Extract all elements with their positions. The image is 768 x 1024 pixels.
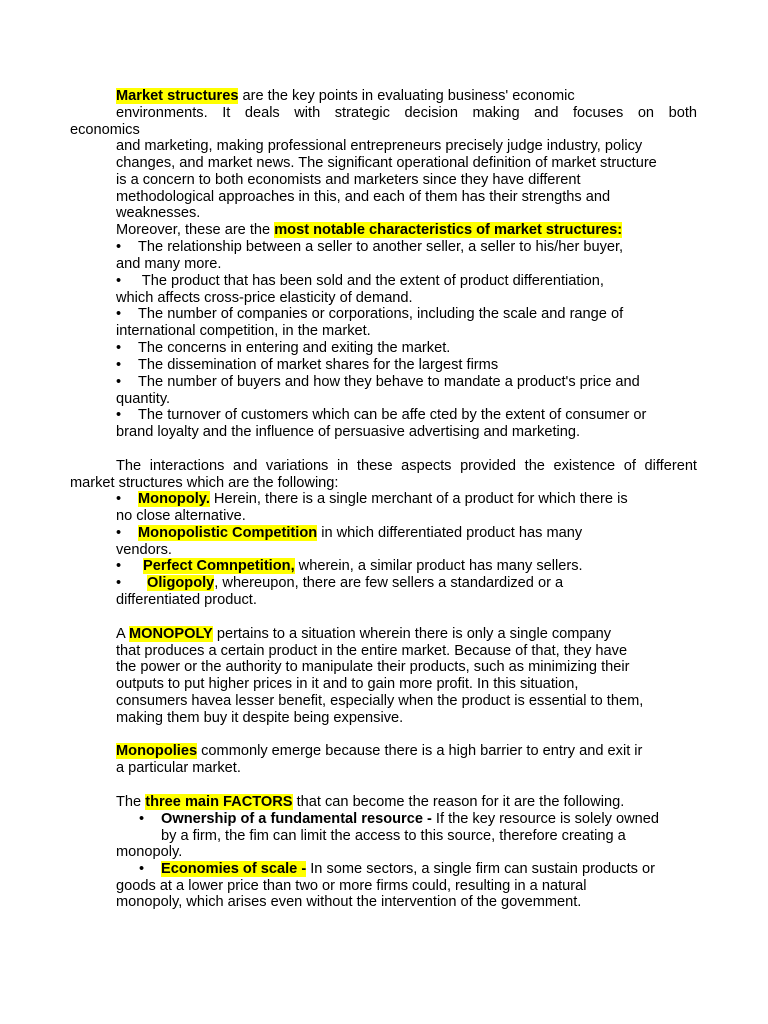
bullet: • [116, 306, 122, 322]
monopoly-line-2: that produces a certain product in the entire market. Because of that, they have [116, 643, 628, 659]
characteristic-item-cont: which affects cross-price elasticity of demand. [116, 290, 413, 306]
characteristic-item-cont: quantity. [116, 391, 171, 407]
highlight-economies: Economies of scale - [161, 861, 307, 877]
intro-line-2: environments. It deals with strategic decision making and focuses on both [116, 105, 697, 121]
factor-item-economies: • Economies of scale - In some sectors, a single firm can sustain products or [139, 861, 655, 877]
characteristic-item: • The relationship between a seller to another seller, a seller to his/her buyer, [116, 239, 624, 255]
highlight-factors: three main FACTORS [145, 794, 293, 810]
characteristic-item: • The turnover of customers which can be affe cted by the extent of consumer or [116, 407, 647, 423]
highlight-perfect: Perfect Comnpetition, [143, 558, 295, 574]
bullet: • [116, 273, 122, 289]
monopoly-line-5: consumers havea lesser benefit, especially when the product is essential to them, [116, 693, 644, 709]
bullet: • [116, 525, 122, 541]
type-item-monopoly: • Monopoly. Herein, there is a single merchant of a product for which there is [116, 491, 628, 507]
factor-item-ownership: • Ownership of a fundamental resource - If the key resource is solely owned [139, 811, 659, 827]
type-item-monopolistic: • Monopolistic Competition in which differentiated product has many [116, 525, 583, 541]
monopolies-line-2: a particular market. [116, 760, 241, 776]
factors-intro: The three main FACTORS that can become the reason for it are the following. [116, 794, 625, 810]
intro-line-4: and marketing, making professional entrepreneurs precisely judge industry, policy [116, 138, 643, 154]
types-intro-line-2: market structures which are the following: [70, 475, 339, 491]
highlight-monopolies: Monopolies [116, 743, 198, 759]
bullet: • [116, 491, 122, 507]
type-item-oligopoly: • Oligopoly, whereupon, there are few sellers a standardized or a [116, 575, 564, 591]
type-item-cont: no close alternative. [116, 508, 246, 524]
characteristic-item-cont: and many more. [116, 256, 222, 272]
characteristic-item-cont: international competition, in the market. [116, 323, 371, 339]
highlight-monopoly: Monopoly. [138, 491, 210, 507]
monopoly-line-6: making them buy it despite being expensive. [116, 710, 404, 726]
factor-item-cont: by a firm, the fim can limit the access to this source, therefore creating a [161, 828, 626, 844]
intro-line-1: Market structures are the key points in evaluating business' economic [116, 88, 575, 104]
bullet: • [116, 374, 122, 390]
monopoly-line-1: A MONOPOLY pertains to a situation wherein there is only a single company [116, 626, 612, 642]
bullet: • [116, 558, 122, 574]
intro-line-9: Moreover, these are the most notable characteristics of market structures: [116, 222, 623, 238]
characteristic-item: • The number of buyers and how they behave to mandate a product's price and [116, 374, 640, 390]
factor-item-cont: monopoly. [116, 844, 183, 860]
bullet: • [116, 407, 122, 423]
characteristic-item-cont: brand loyalty and the influence of persuasive advertising and marketing. [116, 424, 581, 440]
highlight-characteristics: most notable characteristics of market structures: [274, 222, 623, 238]
types-intro-line-1: The interactions and variations in these aspects provided the existence of different [116, 458, 697, 474]
bullet: • [116, 340, 122, 356]
monopolies-line-1: Monopolies commonly emerge because there is a high barrier to entry and exit ir [116, 743, 643, 759]
characteristic-item: • The product that has been sold and the extent of product differentiation, [116, 273, 604, 289]
highlight-oligopoly: Oligopoly [147, 575, 215, 591]
bullet: • [116, 357, 122, 373]
factor-item-cont: monopoly, which arises even without the intervention of the govemment. [116, 894, 582, 910]
characteristic-item: • The number of companies or corporations, including the scale and range of [116, 306, 624, 322]
highlight-market-structures: Market structures [116, 88, 239, 104]
highlight-monopoly-caps: MONOPOLY [128, 626, 213, 642]
intro-line-7: methodological approaches in this, and each of them has their strengths and [116, 189, 611, 205]
monopoly-line-3: the power or the authority to manipulate their products, such as minimizing their [116, 659, 630, 675]
highlight-monopolistic: Monopolistic Competition [138, 525, 318, 541]
type-item-perfect: • Perfect Comnpetition, wherein, a similar product has many sellers. [116, 558, 583, 574]
bullet: • [116, 575, 122, 591]
intro-line-8: weaknesses. [116, 205, 201, 221]
bullet: • [116, 239, 122, 255]
type-item-cont: vendors. [116, 542, 172, 558]
bullet: • [139, 861, 145, 877]
bullet: • [139, 811, 145, 827]
intro-line-5: changes, and market news. The significant operational definition of market structure [116, 155, 657, 171]
monopoly-line-4: outputs to put higher prices in it and to gain more profit. In this situation, [116, 676, 579, 692]
intro-line-3: economics [70, 122, 140, 138]
characteristic-item: • The concerns in entering and exiting the market. [116, 340, 451, 356]
characteristic-item: • The dissemination of market shares for the largest firms [116, 357, 499, 373]
factor-item-cont: goods at a lower price than two or more firms could, resulting in a natural [116, 878, 587, 894]
type-item-cont: differentiated product. [116, 592, 257, 608]
intro-line-6: is a concern to both economists and marketers since they have different [116, 172, 581, 188]
